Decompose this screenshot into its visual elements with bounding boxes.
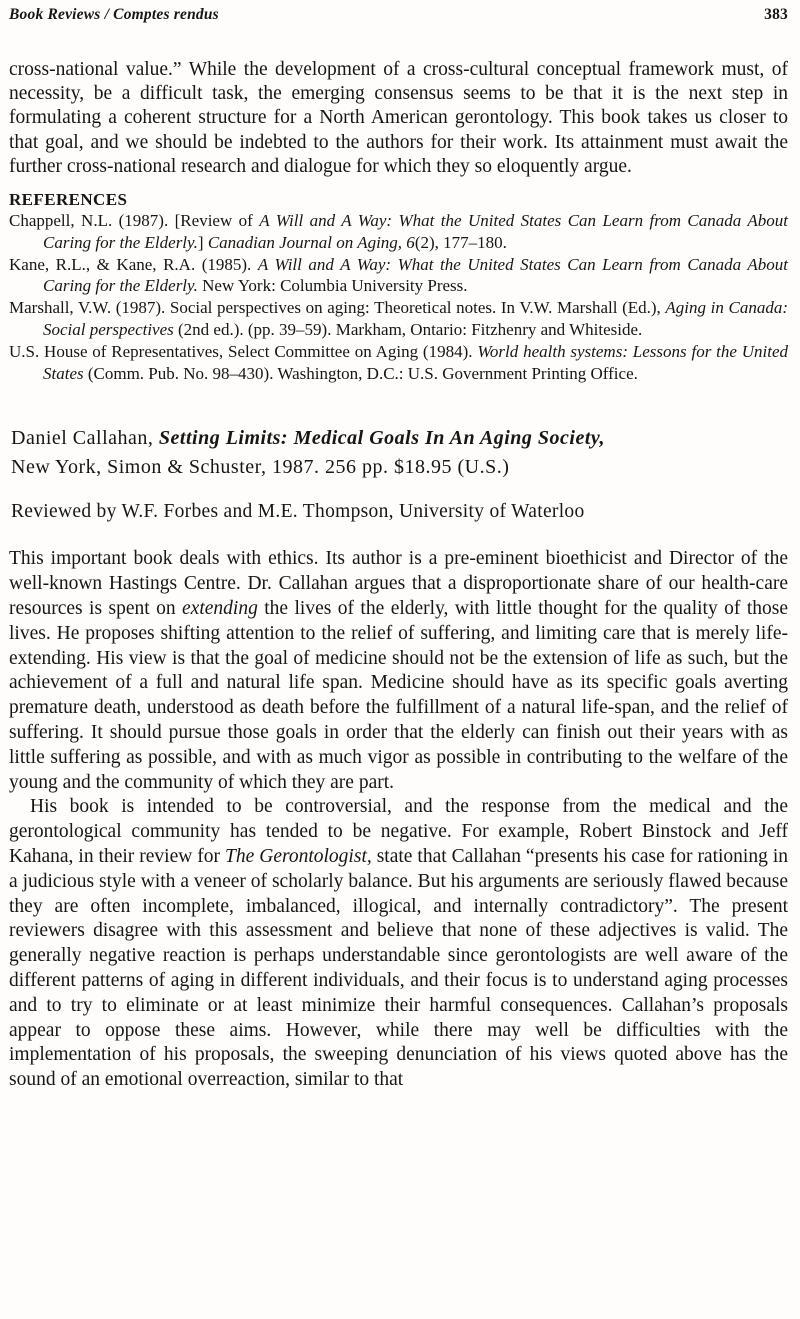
book-heading bbox=[11, 424, 788, 481]
reference-entry: U.S. House of Representatives, Select Committee on Aging (1984). World health systems: Lessons for the United States (Comm. Pub. No. 98–430). Washington, D.C.: U.S. Government Printing Office. bbox=[9, 341, 788, 383]
running-head bbox=[9, 6, 788, 24]
book-heading-line2: New York, Simon & Schuster, 1987. 256 pp. $18.95 (U.S.) bbox=[11, 455, 510, 478]
review-paragraph: This important book deals with ethics. Its author is a pre-eminent bioethicist and Director of the well-known Hastings Centre. Dr. Callahan argues that a disproportionate share of our health-care resources is spent on extending the lives of the elderly, with little thought for the quality of those lives. He proposes shifting attention to the relief of suffering, and limiting care that is merely life-extending. His view is that the goal of medicine should not be the extension of life as such, but the achievement of a full and natural life span. Medicine should have as its specific goals averting premature death, understood as death before the fulfillment of a natural life-span, and the relief of suffering. It should pursue those goals in order that the elderly can finish out their years with as little suffering as possible, and with as much vigor as possible in contributing to the welfare of the young and the community of which they are part. bbox=[9, 548, 788, 793]
lead-paragraph: cross-national value.” While the development of a cross-cultural conceptual framework must, of necessity, be a difficult task, the emerging consensus seems to be that it is the next step in formulating a coherent structure for a North American gerontology. This book takes us closer to that goal, and we should be indebted to the authors for their work. Its attainment must await the further cross-national research and dialogue for which they so eloquently argue. bbox=[9, 59, 788, 177]
references-heading: REFERENCES bbox=[9, 190, 128, 210]
reviewer-byline: Reviewed by W.F. Forbes and M.E. Thompson, University of Waterloo bbox=[11, 501, 585, 523]
references-list bbox=[9, 210, 788, 384]
reference-entry: Kane, R.L., & Kane, R.A. (1985). A Will and A Way: What the United States Can Learn from Canada About Caring for the Elderly. New York: Columbia University Press. bbox=[9, 254, 789, 296]
book-heading-line1: Daniel Callahan, Setting Limits: Medical Goals In An Aging Society, bbox=[11, 427, 606, 450]
review-paragraph: His book is intended to be controversial, and the response from the medical and the gerontological community has tended to be negative. For example, Robert Binstock and Jeff Kahana, in their review for The Gerontologist, state that Callahan “presents his case for rationing in a judicious style with a veneer of scholarly balance. But his arguments are seriously flawed because they are often incomplete, imbalanced, illogical, and internally contradictory”. The present reviewers disagree with this assessment and believe that none of these adjectives is valid. The generally negative reaction is perhaps understandable since gerontologists are well aware of the different patterns of aging in different individuals, and their focus is to understand aging processes and to try to eliminate or at least minimize their harmful consequences. Callahan’s proposals appear to oppose these aims. However, while there may well be difficulties with the implementation of his proposals, the sweeping denunciation of his views quoted above has the sound of an emotional overreaction, similar to that bbox=[9, 796, 788, 1091]
reference-entry: Chappell, N.L. (1987). [Review of A Will and A Way: What the United States Can Learn from Canada About Caring for the Elderly.] Canadian Journal on Aging, 6(2), 177–180. bbox=[9, 211, 788, 252]
reference-entry: Marshall, V.W. (1987). Social perspectives on aging: Theoretical notes. In V.W. Marshall (Ed.), Aging in Canada: Social perspectives (2nd ed.). (pp. 39–59). Markham, Ontario: Fitzhenry and Whiteside. bbox=[9, 298, 788, 339]
running-head-title: Book Reviews / Comptes rendus bbox=[9, 6, 219, 23]
page-number: 383 bbox=[764, 6, 788, 23]
